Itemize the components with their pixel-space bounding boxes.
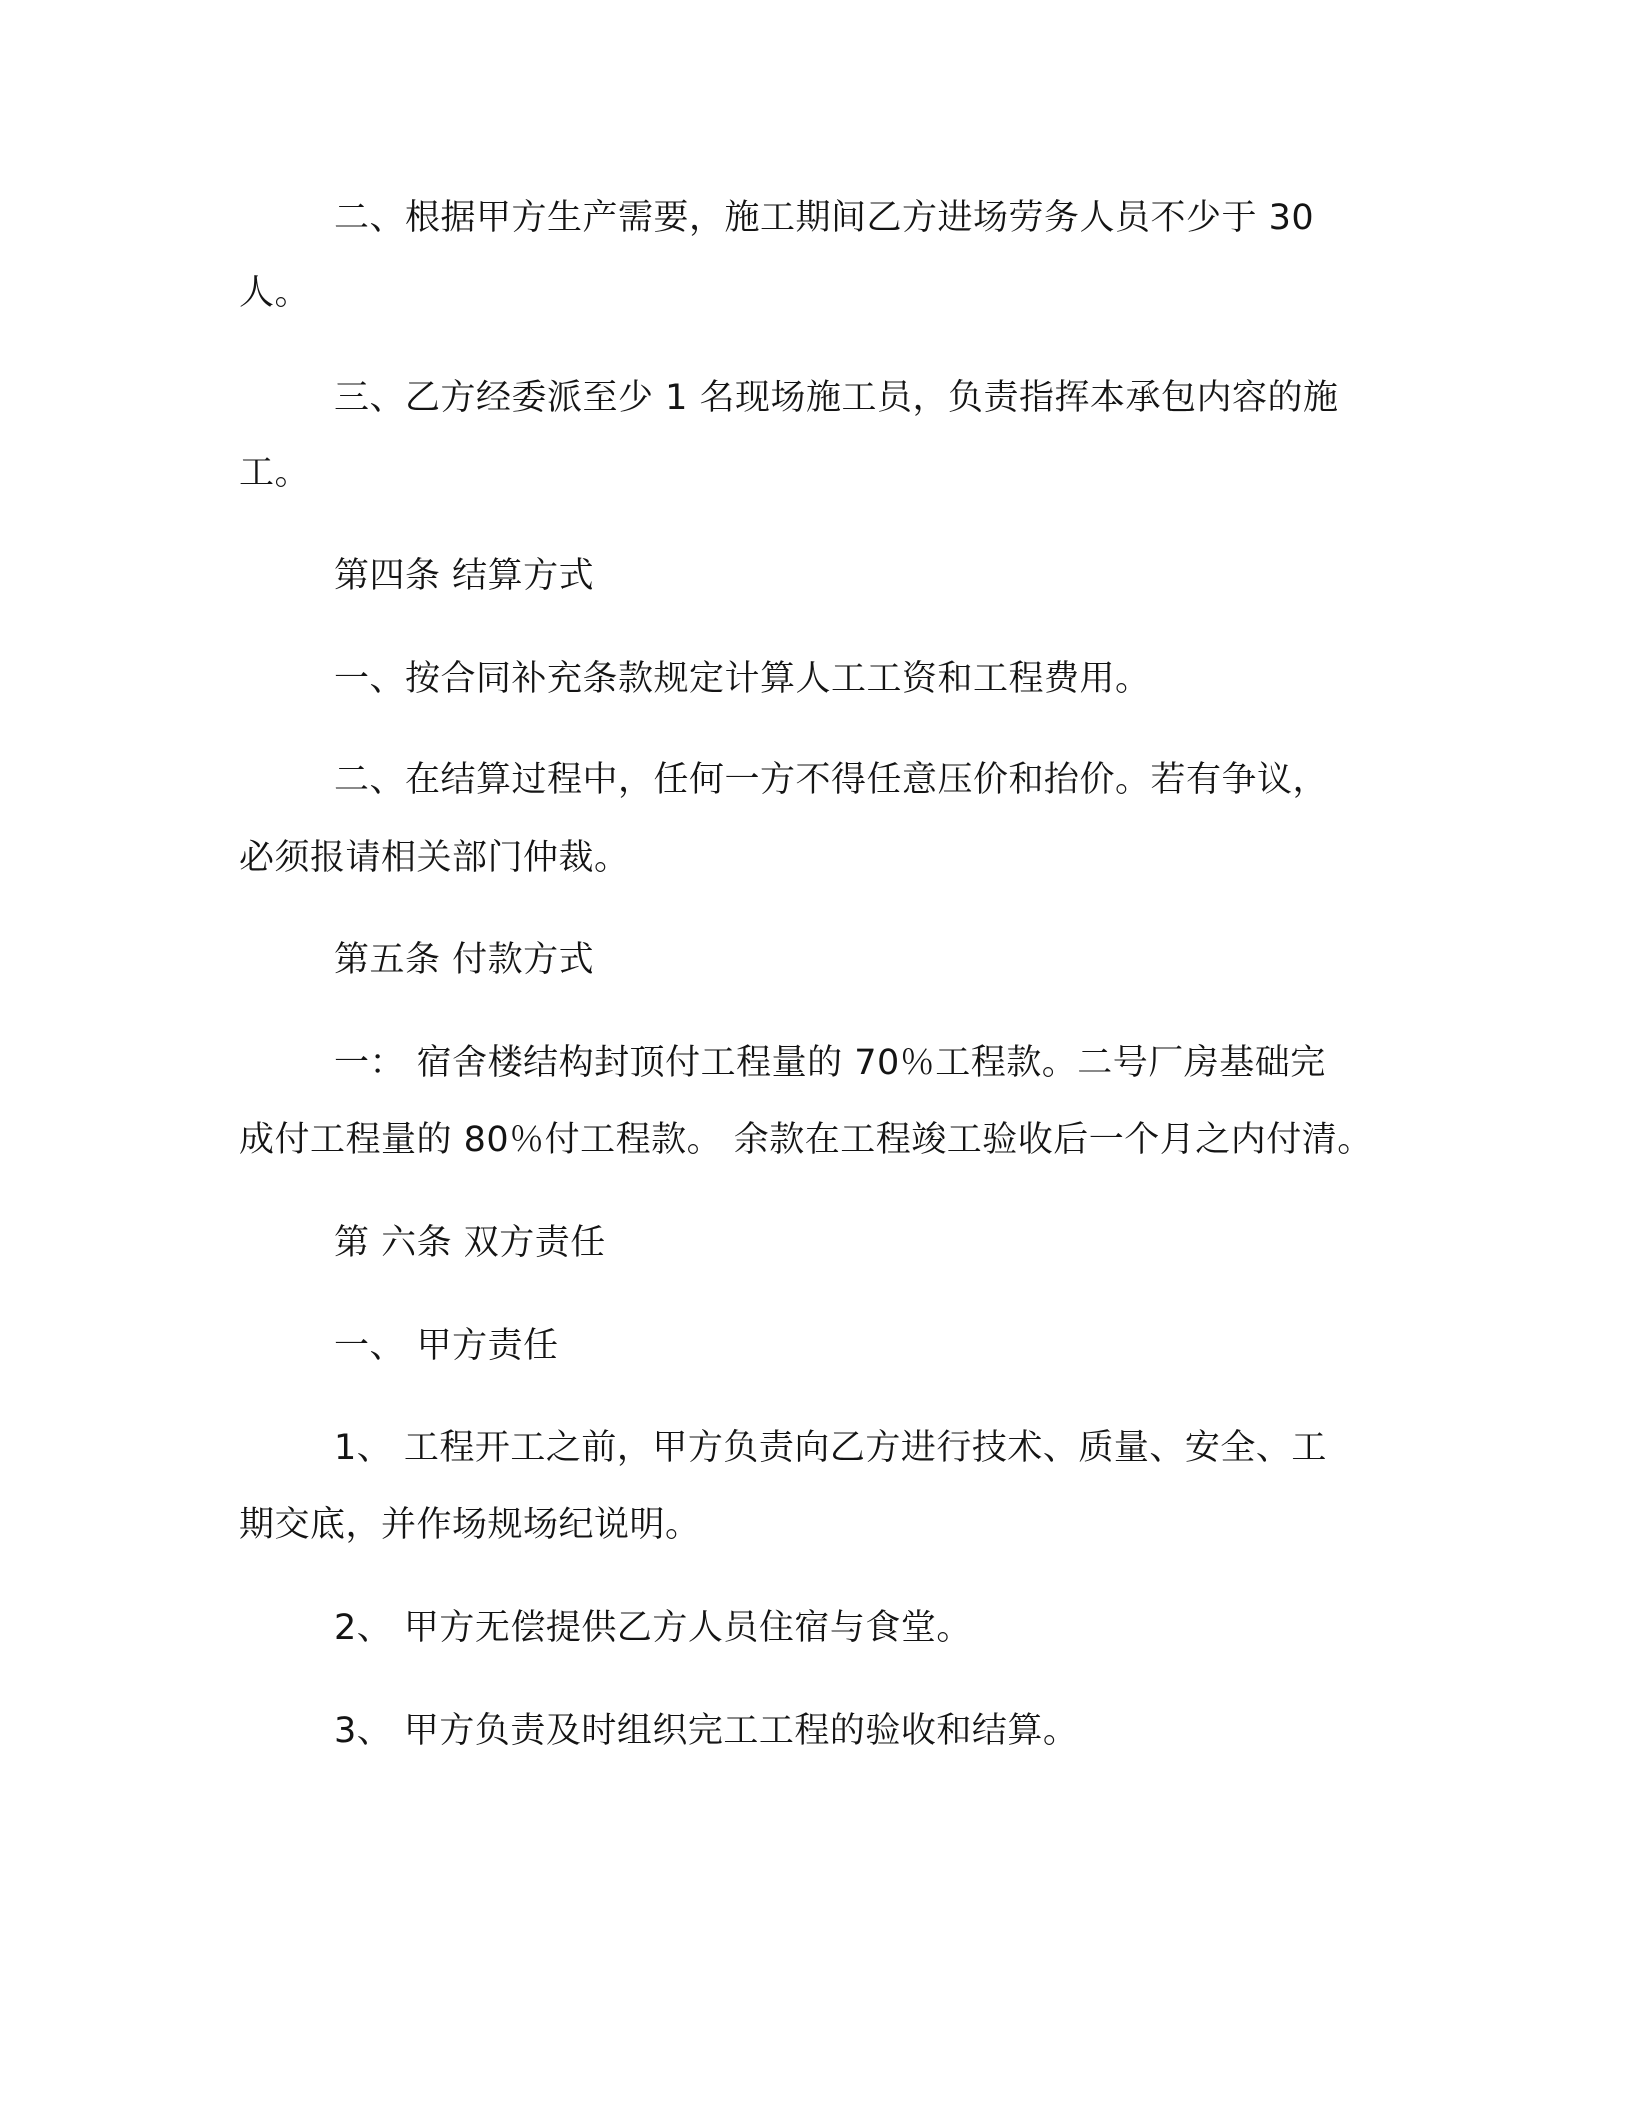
paragraph-line: 3、 甲方负责及时组织完工工程的验收和结算。 xyxy=(334,1711,1079,1751)
paragraph-line: 工。 xyxy=(239,453,311,493)
section-heading: 第 六条 双方责任 xyxy=(334,1223,606,1263)
paragraph-line: 期交底，并作场规场纪说明。 xyxy=(239,1505,701,1545)
paragraph-line: 必须报请相关部门仲裁。 xyxy=(239,838,630,878)
paragraph-line: 二、在结算过程中，任何一方不得任意压价和抬价。若有争议， xyxy=(334,760,1329,800)
section-heading: 第四条 结算方式 xyxy=(334,556,595,596)
paragraph-line: 人。 xyxy=(239,273,311,313)
paragraph-line: 一： 宿舍楼结构封顶付工程量的 70％工程款。二号厂房基础完 xyxy=(334,1043,1326,1083)
paragraph-line: 成付工程量的 80％付工程款。 余款在工程竣工验收后一个月之内付清。 xyxy=(239,1120,1373,1160)
section-heading: 第五条 付款方式 xyxy=(334,940,595,980)
paragraph-line: 一、按合同补充条款规定计算人工工资和工程费用。 xyxy=(334,659,1151,699)
paragraph-line: 一、 甲方责任 xyxy=(334,1326,559,1366)
paragraph-line: 2、 甲方无偿提供乙方人员住宿与食堂。 xyxy=(334,1608,972,1648)
paragraph-line: 1、 工程开工之前，甲方负责向乙方进行技术、质量、安全、工 xyxy=(334,1428,1327,1468)
paragraph-line: 二、根据甲方生产需要，施工期间乙方进场劳务人员不少于 30 xyxy=(334,198,1315,238)
paragraph-line: 三、乙方经委派至少 1 名现场施工员，负责指挥本承包内容的施 xyxy=(334,378,1339,418)
